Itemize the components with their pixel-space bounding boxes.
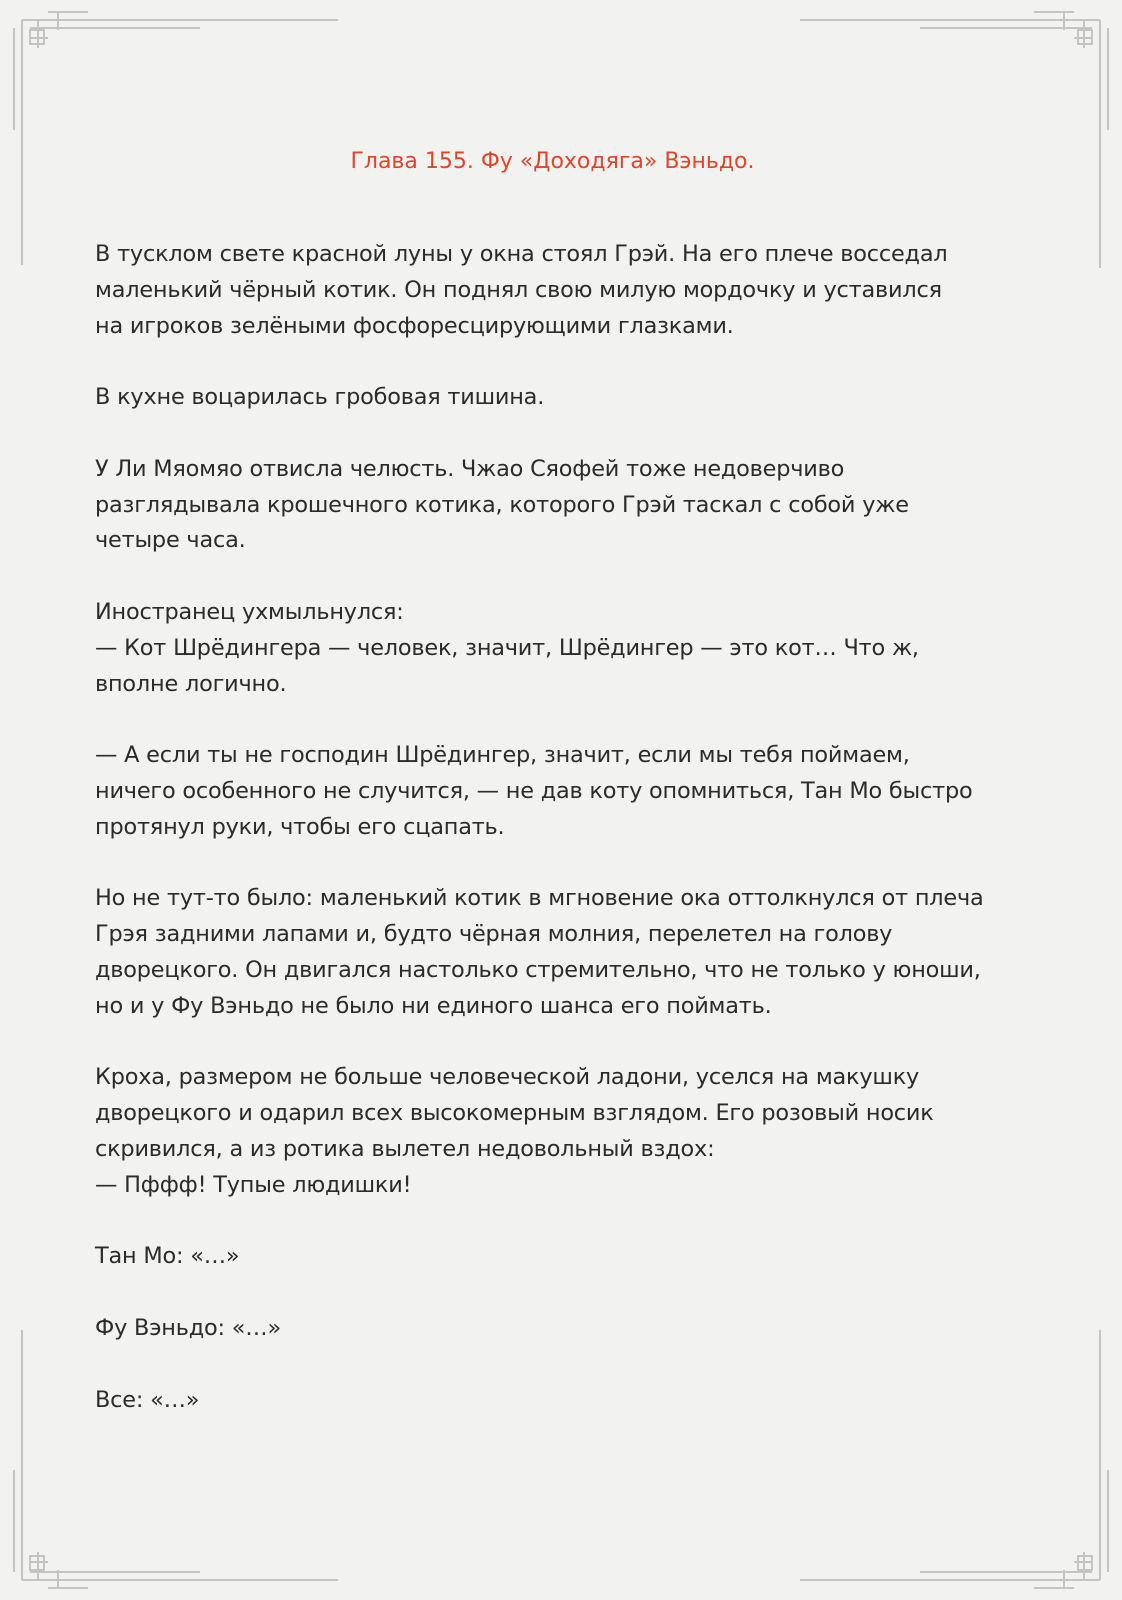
document-page <box>95 0 1030 1600</box>
text-line: Все: «…» <box>95 1386 200 1413</box>
text-line: дворецкого и одарил всех высокомерным взглядом. Его розовый носик <box>95 1100 934 1127</box>
paragraph-3 <box>95 452 1030 559</box>
paragraph-9 <box>95 1311 1030 1347</box>
paragraph-1 <box>95 237 1030 344</box>
text-line: — А если ты не господин Шрёдингер, значит, если мы тебя поймаем, <box>95 742 910 769</box>
paragraph-2 <box>95 380 1030 416</box>
text-line: маленький чёрный котик. Он поднял свою милую мордочку и уставился <box>95 276 942 303</box>
text-line: четыре часа. <box>95 527 246 554</box>
text-line: вполне логично. <box>95 670 287 697</box>
text-line: Тан Мо: «…» <box>95 1243 240 1270</box>
text-line: — Кот Шрёдингера — человек, значит, Шрёдингер — это кот… Что ж, <box>95 634 919 661</box>
text-line: Грэя задними лапами и, будто чёрная молния, перелетел на голову <box>95 921 893 948</box>
paragraph-7 <box>95 1060 1030 1203</box>
paragraph-5 <box>95 738 1030 845</box>
text-line: — Пффф! Тупые людишки! <box>95 1171 412 1198</box>
text-line: Кроха, размером не больше человеческой ладони, уселся на макушку <box>95 1064 920 1091</box>
text-line: на игроков зелёными фосфоресцирующими глазками. <box>95 312 734 339</box>
text-line: дворецкого. Он двигался настолько стремительно, что не только у юноши, <box>95 956 981 983</box>
text-line: У Ли Мяомяо отвисла челюсть. Чжао Сяофей тоже недоверчиво <box>95 455 845 482</box>
text-line: разглядывала крошечного котика, которого Грэй таскал с собой уже <box>95 491 909 518</box>
text-line: В тусклом свете красной луны у окна стоял Грэй. На его плече восседал <box>95 241 948 267</box>
paragraph-8 <box>95 1239 1030 1275</box>
text-line: ничего особенного не случится, — не дав коту опомниться, Тан Мо быстро <box>95 777 973 804</box>
chapter-title: Глава 155. Фу «Доходяга» Вэньдо. <box>350 149 755 174</box>
chapter-body <box>95 237 1030 1454</box>
text-line: протянул руки, чтобы его сцапать. <box>95 813 505 840</box>
text-line: Иностранец ухмыльнулся: <box>95 598 404 625</box>
paragraph-4 <box>95 595 1030 702</box>
paragraph-10 <box>95 1383 1030 1419</box>
text-line: Фу Вэньдо: «…» <box>95 1314 281 1341</box>
paragraph-6 <box>95 881 1030 1024</box>
text-line: скривился, а из ротика вылетел недовольный вздох: <box>95 1135 715 1162</box>
text-line: В кухне воцарилась гробовая тишина. <box>95 384 545 411</box>
text-line: Но не тут-то было: маленький котик в мгновение ока оттолкнулся от плеча <box>95 885 984 912</box>
text-line: но и у Фу Вэньдо не было ни единого шанса его поймать. <box>95 992 772 1019</box>
